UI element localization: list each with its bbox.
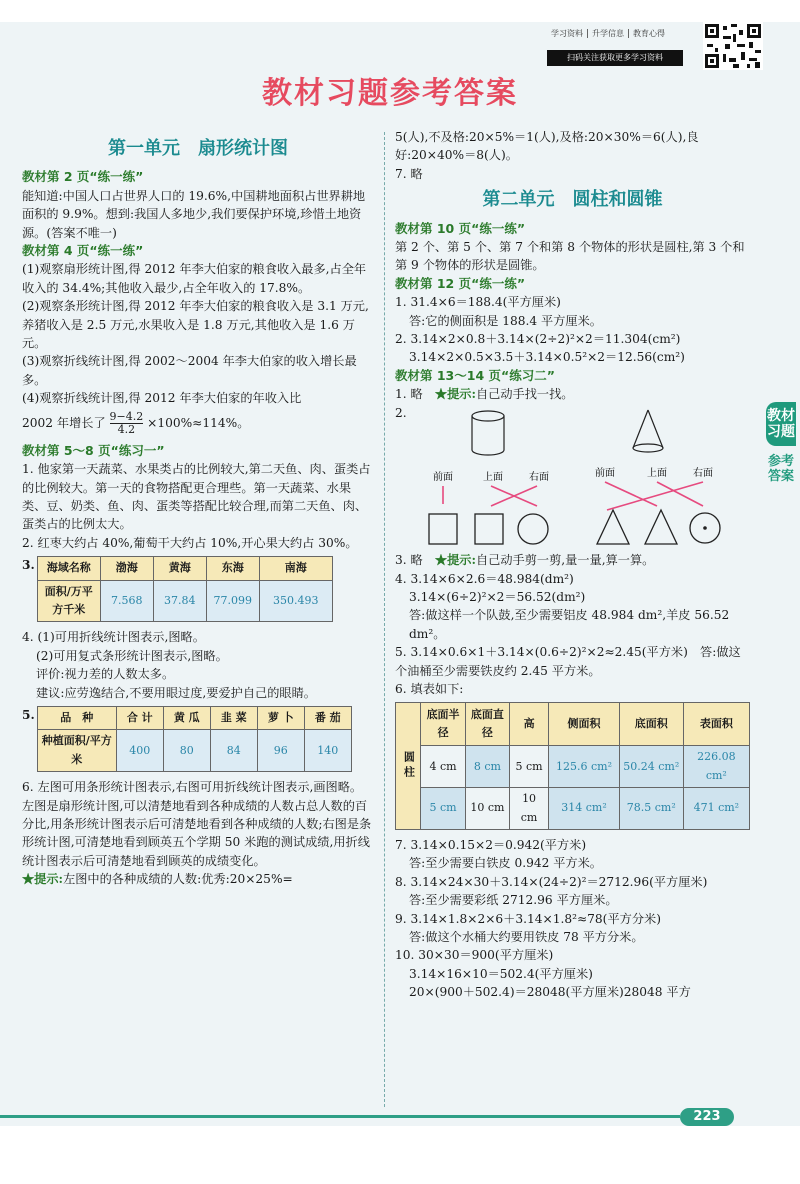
section-heading: 教材第 10 页“练一练”	[395, 220, 526, 236]
three-view-drawing	[395, 406, 735, 551]
table-cell: 350.493	[259, 580, 332, 622]
q3-block	[22, 552, 374, 628]
table-header: 萝 卜	[257, 706, 304, 729]
right-column	[395, 128, 750, 1002]
answer-text: 5(人),不及格:20×5%＝1(人),及格:20×30%＝6(人),良好:20×40%＝8(人)。	[395, 130, 699, 163]
footer-rule	[0, 1115, 680, 1118]
table-cell: 10 cm	[465, 788, 509, 830]
row-label: 种植面积/平方米	[37, 730, 116, 772]
answer-text: (4)观察折线统计图,得 2012 年李大伯家的年收入比	[22, 391, 302, 406]
top-view-rect	[475, 514, 503, 544]
table-header: 底面半径	[421, 703, 465, 746]
table-header: 番 茄	[304, 706, 351, 729]
answer-text: (2)观察条形统计图,得 2012 年李大伯家的粮食收入是 3.1 万元,养猪收入是 2.5 万元,水果收入是 1.8 万元,其他收入是 1.6 万元。	[22, 299, 369, 351]
section-heading: 教材第 13～14 页“练习二”	[395, 367, 555, 383]
left-column	[22, 134, 374, 889]
table-header: 品 种	[37, 706, 116, 729]
side-tab-sub: 参考答案	[767, 454, 794, 484]
section-heading: 教材第 2 页“练一练”	[22, 169, 144, 185]
table-cell: 7.568	[100, 580, 153, 622]
planting-area-table	[37, 706, 352, 772]
table-cell: 77.099	[206, 580, 259, 622]
table-header: 侧面积	[549, 703, 620, 746]
answer-text: 评价:视力差的人数太多。	[36, 667, 175, 682]
answer-text: 答:至少需要白铁皮 0.942 平方米。	[409, 856, 602, 871]
table-cell: 125.6 cm²	[549, 746, 620, 788]
fraction-numerator: 9−4.2	[109, 409, 144, 423]
section-heading: 教材第 4 页“练一练”	[22, 243, 144, 259]
tip-label: ★提示:	[434, 553, 476, 568]
q5-block	[22, 702, 374, 778]
top-link-education[interactable]: 教育心得	[633, 29, 665, 38]
formula-prefix: 2002 年增长了	[22, 415, 106, 430]
tip-text: 自己动手找一找。	[475, 387, 574, 402]
formula-suffix: ×100%≈114%。	[147, 415, 250, 430]
table-header: 渤海	[100, 557, 153, 580]
section-heading: 教材第 12 页“练一练”	[395, 275, 526, 291]
answer-text: 3. 略	[395, 553, 423, 568]
table-cell: 4 cm	[421, 746, 465, 788]
table-cell: 8 cm	[465, 746, 509, 788]
answer-text: 5. 3.14×0.6×1＋3.14×(0.6÷2)²×2≈2.45(平方米) 答:做这个油桶至少需要铁皮约 2.45 平方米。	[395, 645, 741, 678]
qr-code-icon	[703, 22, 763, 70]
question-number: 3.	[22, 558, 35, 573]
page-title: 教材习题参考答案	[262, 76, 518, 111]
table-cell: 80	[163, 730, 210, 772]
answer-text: 4. 3.14×6×2.6＝48.984(dm²)	[395, 571, 574, 586]
table-header: 南海	[259, 557, 332, 580]
three-view-figure	[395, 406, 750, 551]
answer-text: (1)观察扇形统计图,得 2012 年李大伯家的粮食收入最多,占全年收入的 34.4%;其他收入最少,占全年收入的 17.8%。	[22, 262, 367, 295]
table-cell: 10 cm	[510, 788, 549, 830]
label-top: 上面	[483, 472, 503, 484]
table-cell: 96	[257, 730, 304, 772]
answer-text: 2. 3.14×2×0.8＋3.14×(2÷2)²×2＝11.304(cm²)	[395, 332, 681, 347]
answer-text: 答:至少需要彩纸 2712.96 平方厘米。	[409, 893, 618, 908]
table-header: 东海	[206, 557, 259, 580]
label-right: 右面	[529, 472, 549, 484]
page-number: 223	[680, 1108, 734, 1126]
answer-text: 7. 3.14×0.15×2＝0.942(平方米)	[395, 837, 587, 852]
table-cell: 471 cm²	[683, 788, 749, 830]
row-label: 面积/万平方千米	[37, 580, 100, 622]
front-view-rect	[429, 514, 457, 544]
answer-tip	[395, 551, 750, 569]
answer-text: 4. (1)可用折线统计图表示,图略。	[22, 630, 205, 645]
table-header: 黄海	[153, 557, 206, 580]
answer-text: 6. 填表如下:	[395, 681, 464, 696]
table-cell: 78.5 cm²	[619, 788, 683, 830]
table-cell: 226.08 cm²	[683, 746, 749, 788]
unit-two-title: 第二单元 圆柱和圆锥	[482, 189, 663, 211]
answer-tip	[395, 385, 750, 403]
sea-area-table	[37, 556, 333, 622]
answer-text: 3.14×16×10＝502.4(平方厘米)	[409, 966, 593, 981]
cylinder-table	[395, 702, 750, 830]
answer-text: 20×(900＋502.4)＝28048(平方厘米)28048 平方	[409, 985, 691, 1000]
top-link-admission[interactable]: 升学信息	[588, 29, 629, 38]
answer-formula	[22, 411, 374, 436]
table-header: 底面积	[619, 703, 683, 746]
answer-text: 答:做这个水桶大约要用铁皮 78 平方分米。	[409, 930, 644, 944]
answer-text: 答:它的侧面积是 188.4 平方厘米。	[409, 313, 602, 328]
tip-text: 自己动手剪一剪,量一量,算一算。	[475, 553, 655, 568]
tip-label: ★提示:	[434, 387, 476, 402]
side-tab	[766, 402, 800, 577]
table-cell: 314 cm²	[549, 788, 620, 830]
triangle-view	[597, 510, 629, 544]
center-dot	[703, 526, 707, 530]
table-header: 黄 瓜	[163, 706, 210, 729]
answer-text: 3.14×2×0.5×3.5＋3.14×0.5²×2＝12.56(cm²)	[409, 350, 685, 365]
question-number: 5.	[22, 707, 35, 722]
answer-text: 9. 3.14×1.8×2×6＋3.14×1.8²≈78(平方分米)	[395, 911, 661, 926]
table-cell: 5 cm	[510, 746, 549, 788]
fraction-denominator: 4.2	[117, 422, 136, 436]
qr-caption: 扫码关注获取更多学习资料	[547, 50, 683, 66]
triangle-view	[645, 510, 677, 544]
label-front: 前面	[433, 472, 453, 484]
label-right: 右面	[693, 468, 713, 480]
tip-text: 左图中的各种成绩的人数:优秀:20×25%=	[63, 872, 293, 887]
answer-text: 1. 略	[395, 387, 423, 402]
answer-text: 10. 30×30＝900(平方厘米)	[395, 948, 554, 963]
matching-lines	[443, 482, 703, 510]
answer-tip	[22, 870, 374, 888]
answer-text: 8. 3.14×24×30＋3.14×(24÷2)²＝2712.96(平方厘米)	[395, 874, 708, 889]
top-link-study[interactable]: 学习资料	[547, 29, 588, 38]
table-cell: 50.24 cm²	[619, 746, 683, 788]
cylinder-shape	[472, 411, 504, 455]
fraction	[110, 411, 144, 436]
answer-text: 建议:应劳逸结合,不要用眼过度,要爱护自己的眼睛。	[36, 685, 316, 700]
table-cell: 84	[210, 730, 257, 772]
table-header: 表面积	[683, 703, 749, 746]
tip-label: ★提示:	[22, 872, 64, 887]
answer-text: 2. 红枣大约占 40%,葡萄干大约占 10%,开心果大约占 30%。	[22, 535, 358, 550]
textbook-page	[0, 22, 800, 1126]
answer-text: 6. 左图可用条形统计图表示,右图可用折线统计图表示,画图略。左图是扇形统计图,可以清楚地看到各种成绩的人数占总人数的百分比,用条形统计图表示后可清楚地看到各种成绩的人数;右图是条形统计图,可清楚地看到顾英五个学期 50 米跑的测试成绩,用折线统计图表示后可清楚地看到顾英的成绩变化。	[22, 780, 372, 868]
section-heading: 教材第 5～8 页“练习一”	[22, 442, 165, 458]
table-header: 韭 菜	[210, 706, 257, 729]
answer-text: (3)观察折线统计图,得 2002～2004 年李大伯家的收入增长最多。	[22, 354, 357, 387]
table-cell: 37.84	[153, 580, 206, 622]
top-links	[547, 28, 669, 39]
table-header: 底面直径	[465, 703, 509, 746]
table-cell: 140	[304, 730, 351, 772]
side-label: 圆柱	[396, 703, 421, 830]
question-number: 2.	[395, 405, 407, 420]
label-top: 上面	[647, 468, 667, 480]
answer-text: 第 2 个、第 5 个、第 7 个和第 8 个物体的形状是圆柱,第 3 个和第 9 个物体的形状是圆锥。	[395, 240, 745, 273]
table-header: 海域名称	[37, 557, 100, 580]
answer-text: 能知道:中国人口占世界人口的 19.6%,中国耕地面积占世界耕地面积的 9.9%。想到:我国人多地少,我们要保护环境,珍惜土地资源。(答案不唯一)	[22, 188, 366, 240]
cone-shape	[633, 410, 663, 452]
table-cell: 5 cm	[421, 788, 465, 830]
answer-text: 答:做这样一个队鼓,至少需要铝皮 48.984 dm²,羊皮 56.52 dm²。	[409, 608, 730, 641]
label-front: 前面	[595, 468, 615, 480]
column-divider	[384, 132, 385, 1107]
answer-text: 3.14×(6÷2)²×2＝56.52(dm²)	[409, 589, 586, 604]
side-tab-main: 教材习题	[766, 402, 796, 446]
table-cell: 400	[116, 730, 163, 772]
answer-text: 7. 略	[395, 166, 423, 181]
circle-view	[518, 514, 548, 544]
table-header: 高	[510, 703, 549, 746]
answer-text: 1. 他家第一天蔬菜、水果类占的比例较大,第二天鱼、肉、蛋类占的比例较大。第一天的食物搭配更合理些。第一天蔬菜、水果类、豆、奶类、鱼、肉、蛋类等搭配比较合理,而第二天鱼、肉、蛋类占的比例太大。	[22, 462, 371, 532]
table-header: 合 计	[116, 706, 163, 729]
answer-text: 1. 31.4×6＝188.4(平方厘米)	[395, 295, 561, 310]
answer-text: (2)可用复式条形统计图表示,图略。	[36, 648, 228, 663]
unit-one-title: 第一单元 扇形统计图	[108, 138, 288, 159]
